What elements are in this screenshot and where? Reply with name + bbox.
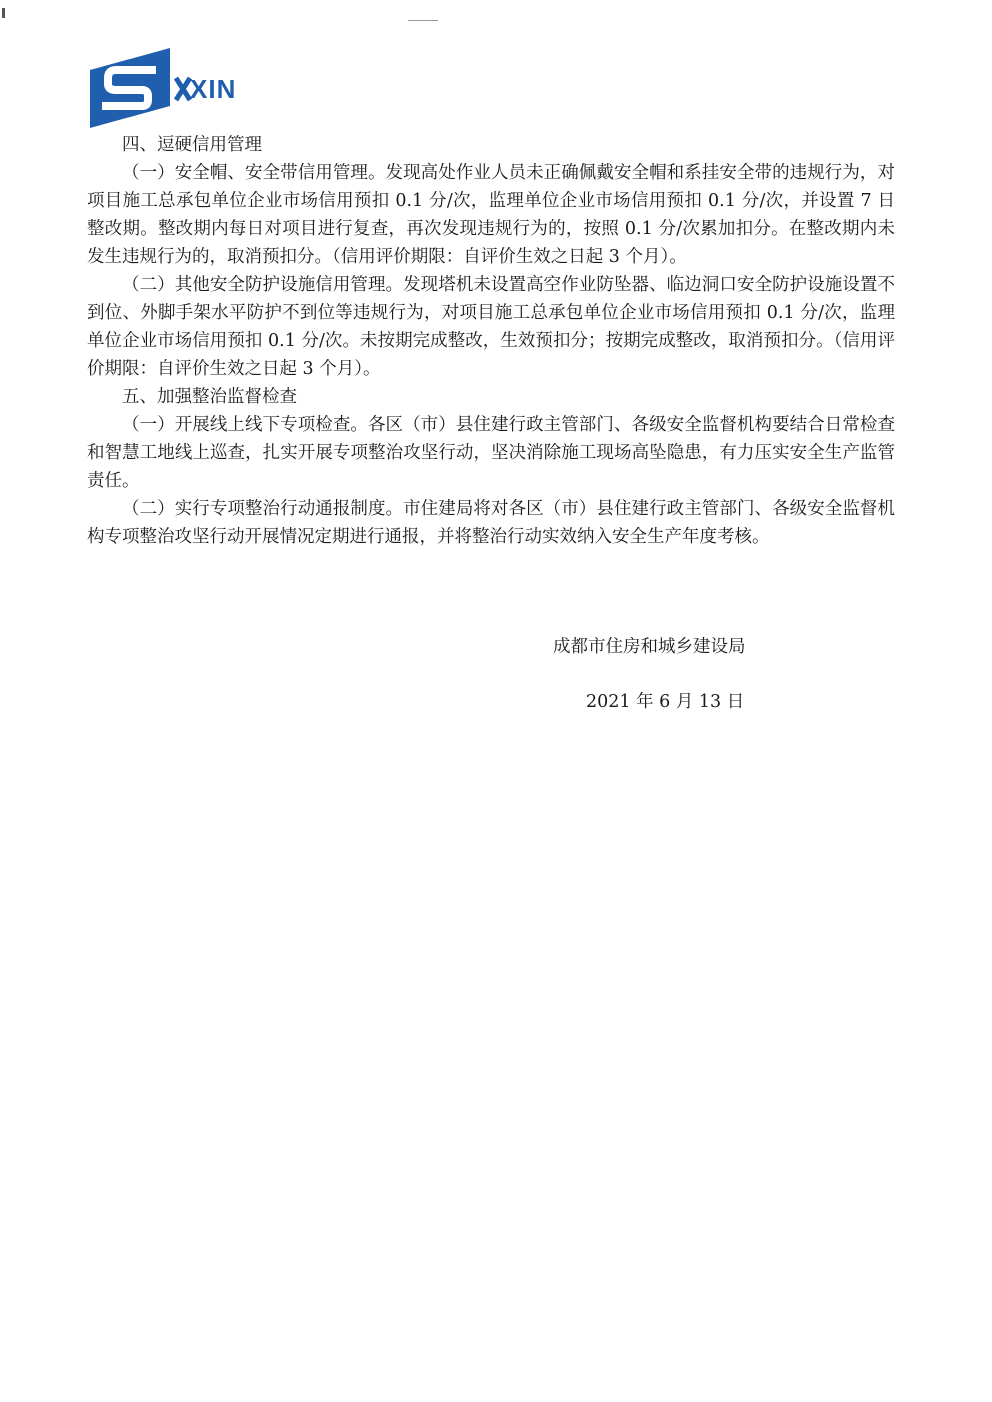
signature-organization: 成都市住房和城乡建设局 bbox=[553, 637, 746, 657]
paragraph: （二）其他安全防护设施信用管理。发现塔机未设置高空作业防坠器、临边洞口安全防护设施设置不到位、外脚手架水平防护不到位等违规行为，对项目施工总承包单位企业市场信用预扣 0.1 分/次，监理单位企业市场信用预扣 0.1 分/次。未按期完成整改，生效预扣分；按期完成整改，取消预扣分。（信用评价期限：自评价生效之日起 3 个月）。 bbox=[87, 275, 895, 379]
scan-speck bbox=[408, 20, 438, 21]
logo-wordmark: XIN bbox=[190, 74, 237, 104]
document-body bbox=[87, 131, 895, 551]
section-heading: 五、加强整治监督检查 bbox=[122, 387, 297, 407]
paragraph: （一）安全帽、安全带信用管理。发现高处作业人员未正确佩戴安全帽和系挂安全带的违规行为，对项目施工总承包单位企业市场信用预扣 0.1 分/次，监理单位企业市场信用预扣 0.1 分/次，并设置 7 日整改期。整改期内每日对项目进行复查，再次发现违规行为的，按照 0.1 分/次累加扣分。在整改期内未发生违规行为的，取消预扣分。（信用评价期限：自评价生效之日起 3 个月）。 bbox=[87, 163, 895, 267]
sxin-logo bbox=[86, 48, 236, 130]
scan-speck bbox=[2, 8, 5, 18]
section-heading: 四、逗硬信用管理 bbox=[122, 135, 262, 155]
paragraph: （一）开展线上线下专项检查。各区（市）县住建行政主管部门、各级安全监督机构要结合日常检查和智慧工地线上巡查，扎实开展专项整治攻坚行动，坚决消除施工现场高坠隐患，有力压实安全生产监管责任。 bbox=[87, 415, 895, 491]
signature-date: 2021 年 6 月 13 日 bbox=[586, 692, 745, 712]
paragraph: （二）实行专项整治行动通报制度。市住建局将对各区（市）县住建行政主管部门、各级安全监督机构专项整治攻坚行动开展情况定期进行通报，并将整治行动实效纳入安全生产年度考核。 bbox=[87, 499, 895, 547]
